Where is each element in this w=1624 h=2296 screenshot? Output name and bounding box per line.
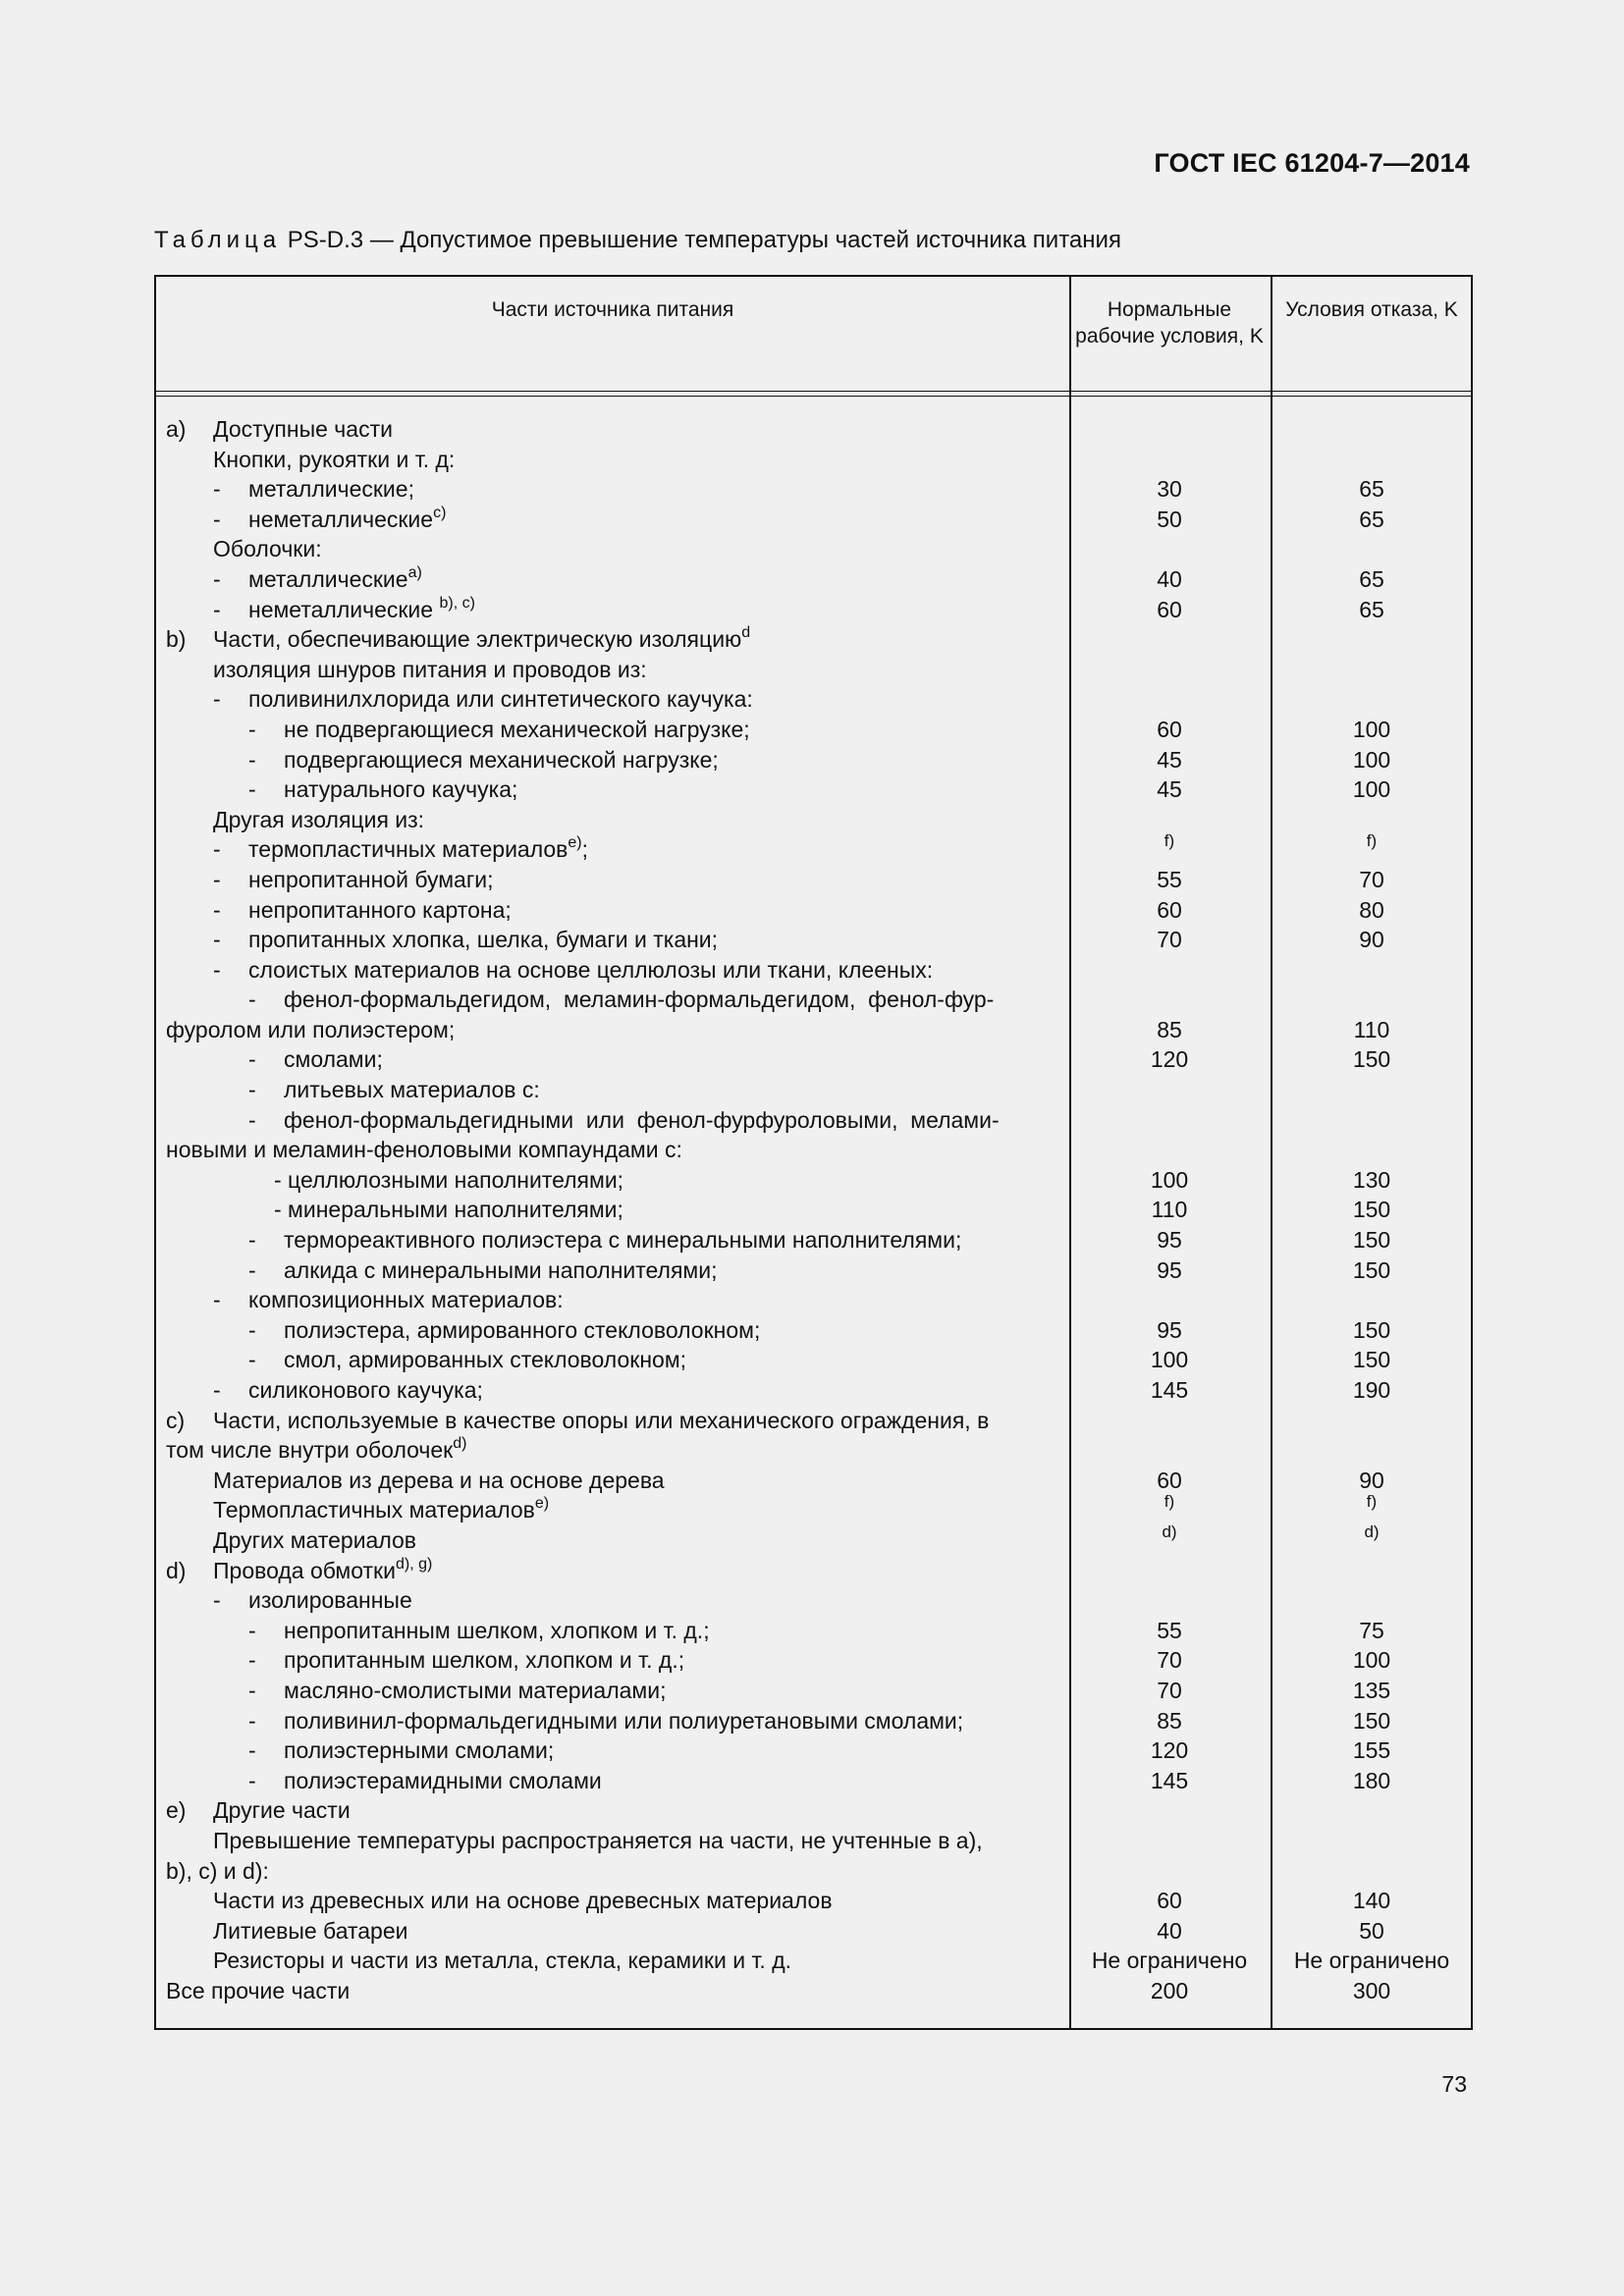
fault-value: f)	[1366, 831, 1378, 851]
table-row	[156, 1706, 1471, 1736]
row-marker: -	[248, 716, 256, 742]
row-marker: -	[213, 565, 221, 592]
table-row	[156, 595, 1471, 625]
table-row	[156, 745, 1471, 775]
row-part-label	[274, 1165, 623, 1196]
fault-value: 100	[1352, 746, 1391, 773]
table-row	[156, 1285, 1471, 1315]
row-label: том числе внутри оболочек	[166, 1437, 454, 1464]
table-row	[156, 1075, 1471, 1105]
row-label: металлические	[248, 565, 408, 592]
row-part-label	[213, 505, 446, 539]
row-part-label	[248, 1345, 686, 1375]
row-marker: -	[248, 1707, 256, 1734]
normal-value: 145	[1150, 1377, 1189, 1403]
footnote-ref: b), c)	[439, 594, 475, 612]
table-row	[156, 955, 1471, 986]
row-label: Превышение температуры распространяется на части, не учтенные в a),	[213, 1827, 983, 1853]
row-part-label	[213, 925, 718, 955]
fault-value: 90	[1359, 1467, 1384, 1493]
table-row	[156, 925, 1471, 955]
header-double-rule	[156, 391, 1471, 397]
table-row	[156, 985, 1471, 1015]
row-part-label	[248, 1044, 383, 1075]
fault-value: 65	[1359, 565, 1384, 592]
row-marker: -	[213, 927, 221, 953]
normal-value: 120	[1150, 1046, 1189, 1073]
footnote-ref: e)	[568, 834, 582, 852]
table-row	[156, 1315, 1471, 1346]
row-label: металлические;	[248, 476, 414, 503]
row-part-label	[213, 1375, 483, 1406]
row-part-label	[213, 1466, 665, 1496]
row-label: полиэстерамидными смолами	[284, 1767, 602, 1793]
row-label: слоистых материалов на основе целлюлозы или ткани, клееных:	[248, 956, 934, 983]
normal-value: d)	[1162, 1522, 1177, 1541]
fault-value: 65	[1359, 596, 1384, 622]
row-label: пропитанным шелком, хлопком и т. д.;	[284, 1647, 685, 1674]
normal-value: 60	[1157, 896, 1182, 923]
footnote-ref: d	[741, 624, 751, 642]
row-part-label	[213, 595, 475, 629]
fault-value: 180	[1352, 1767, 1391, 1793]
fault-value: 140	[1352, 1888, 1391, 1914]
normal-value: Не ограничено	[1091, 1948, 1248, 1974]
fault-value: 80	[1359, 896, 1384, 923]
table-row	[156, 534, 1471, 564]
row-marker: -	[213, 476, 221, 503]
row-label: изолированные	[248, 1587, 412, 1614]
row-marker: -	[213, 836, 221, 863]
row-label: фуролом или полиэстером;	[166, 1016, 456, 1042]
row-part-label	[213, 1916, 407, 1947]
table-row	[156, 1435, 1471, 1466]
row-marker: -	[248, 1106, 256, 1133]
table-row	[156, 1406, 1471, 1436]
table-row	[156, 1044, 1471, 1075]
normal-value: 45	[1157, 776, 1182, 803]
row-part-label	[213, 1886, 833, 1916]
row-part-label	[248, 1766, 602, 1796]
normal-value: 45	[1157, 746, 1182, 773]
table-row	[156, 1856, 1471, 1887]
table-row	[156, 715, 1471, 745]
row-part-label	[166, 414, 393, 445]
table-row	[156, 831, 1471, 865]
fault-value: 100	[1352, 776, 1391, 803]
row-label: Доступные части	[213, 416, 393, 442]
row-label: - целлюлозными наполнителями;	[274, 1166, 624, 1193]
normal-value: 100	[1150, 1347, 1189, 1373]
row-marker: -	[248, 1316, 256, 1343]
row-part-label	[213, 1495, 549, 1529]
normal-value: f)	[1164, 831, 1175, 851]
row-label: натурального каучука;	[284, 776, 518, 803]
row-marker: -	[248, 1347, 256, 1373]
row-label: непропитанной бумаги;	[248, 866, 494, 892]
fault-value: 150	[1352, 1256, 1391, 1283]
row-marker: e)	[166, 1797, 187, 1824]
row-part-label	[213, 865, 493, 895]
row-part-label	[213, 474, 414, 505]
row-label: пропитанных хлопка, шелка, бумаги и ткани;	[248, 927, 719, 953]
page-number: 73	[1441, 2071, 1467, 2097]
row-part-label	[166, 1976, 350, 2006]
fault-value: 75	[1359, 1617, 1384, 1643]
normal-value: 55	[1157, 866, 1182, 892]
row-part-label	[248, 1676, 666, 1706]
table-row	[156, 1946, 1471, 1976]
row-marker: -	[213, 866, 221, 892]
normal-value: 60	[1157, 1888, 1182, 1914]
fault-value: 110	[1353, 1016, 1390, 1042]
table-row	[156, 1676, 1471, 1706]
row-marker: -	[213, 1587, 221, 1614]
fault-value: 150	[1352, 1197, 1391, 1223]
row-label: фенол-формальдегидными или фенол-фурфуроловыми, мелами-	[284, 1106, 1000, 1133]
row-label: Кнопки, рукоятки и т. д:	[213, 446, 456, 472]
row-part-label	[248, 1735, 554, 1766]
table-row	[156, 1886, 1471, 1916]
table-row	[156, 1135, 1471, 1165]
table-row	[156, 1826, 1471, 1856]
fault-value: 155	[1352, 1737, 1391, 1764]
row-marker: -	[248, 1046, 256, 1073]
row-part-label	[166, 1435, 466, 1469]
row-label: Другие части	[213, 1797, 351, 1824]
row-part-label	[213, 445, 455, 475]
fault-value: 65	[1359, 506, 1384, 532]
normal-value: 30	[1157, 476, 1182, 503]
fault-value: 100	[1352, 716, 1391, 742]
normal-value: 95	[1157, 1316, 1182, 1343]
table-row	[156, 1616, 1471, 1646]
normal-value: 50	[1157, 506, 1182, 532]
caption-label: Таблица	[154, 227, 282, 253]
table-row	[156, 1795, 1471, 1826]
caption-title: Допустимое превышение температуры частей источника питания	[400, 227, 1121, 253]
fault-value: 150	[1352, 1227, 1391, 1254]
row-part-label	[213, 534, 322, 564]
normal-value: 85	[1157, 1016, 1182, 1042]
row-part-label	[166, 1556, 432, 1590]
fault-value: 150	[1352, 1707, 1391, 1734]
row-marker: -	[213, 1377, 221, 1403]
row-part-label	[213, 1285, 564, 1315]
row-marker: -	[213, 1287, 221, 1313]
row-part-label	[213, 805, 424, 835]
row-part-label	[213, 834, 588, 869]
table-row	[156, 1916, 1471, 1947]
normal-value: 145	[1150, 1767, 1189, 1793]
caption-dash: —	[369, 227, 394, 253]
row-part-label	[248, 745, 719, 775]
row-part-label	[166, 1795, 351, 1826]
table-row	[156, 505, 1471, 535]
footnote-ref: a)	[407, 563, 422, 581]
row-marker: -	[248, 1677, 256, 1703]
row-label: Части, используемые в качестве опоры или механического ограждения, в	[213, 1407, 990, 1433]
row-marker: -	[213, 596, 221, 622]
fault-value: d)	[1364, 1522, 1380, 1541]
row-part-label	[248, 1706, 963, 1736]
row-label: силиконового каучука;	[248, 1377, 483, 1403]
fault-value: 70	[1359, 866, 1384, 892]
row-label: термореактивного полиэстера с минеральными наполнителями;	[284, 1227, 962, 1254]
fault-value: 135	[1352, 1677, 1391, 1703]
footnote-ref: c)	[433, 504, 447, 521]
row-label: Другая изоляция из:	[213, 806, 425, 832]
row-part-label	[248, 1105, 1000, 1136]
fault-value: 150	[1352, 1316, 1391, 1343]
row-label-suffix: ;	[581, 836, 589, 863]
row-part-label	[248, 1255, 717, 1286]
table-row	[156, 1105, 1471, 1136]
row-marker: -	[248, 1767, 256, 1793]
footnote-ref: e)	[534, 1495, 550, 1513]
row-label: Термопластичных материалов	[213, 1497, 535, 1523]
table-body	[156, 414, 1471, 2005]
fault-value: 50	[1359, 1917, 1384, 1944]
row-marker: b)	[166, 626, 187, 653]
table-row	[156, 624, 1471, 655]
row-label: полиэстерными смолами;	[284, 1737, 555, 1764]
row-label: смол, армированных стекловолокном;	[284, 1347, 687, 1373]
row-part-label	[166, 1406, 989, 1436]
row-marker: -	[248, 987, 256, 1013]
row-marker: c)	[166, 1407, 186, 1433]
table-row	[156, 895, 1471, 926]
row-marker: -	[248, 1647, 256, 1674]
table-row	[156, 1976, 1471, 2006]
table-row	[156, 1195, 1471, 1225]
row-part-label	[213, 895, 512, 926]
normal-value: 200	[1150, 1977, 1189, 2003]
row-marker: -	[248, 1077, 256, 1103]
normal-value: 55	[1157, 1617, 1182, 1643]
row-label: алкида с минеральными наполнителями;	[284, 1256, 718, 1283]
row-label: масляно-смолистыми материалами;	[284, 1677, 667, 1703]
row-part-label	[213, 1826, 983, 1856]
row-part-label	[248, 1225, 961, 1255]
row-marker: -	[248, 1617, 256, 1643]
row-marker: -	[213, 686, 221, 713]
row-marker: -	[213, 896, 221, 923]
row-label: Провода обмотки	[213, 1557, 396, 1583]
row-label: поливинилхлорида или синтетического каучука:	[248, 686, 753, 713]
table-row	[156, 1735, 1471, 1766]
row-label: неметаллические	[248, 596, 440, 622]
table-row	[156, 1522, 1471, 1556]
table-row	[156, 1375, 1471, 1406]
header-parts: Части источника питания	[491, 298, 734, 321]
temperature-table	[154, 275, 1473, 2030]
normal-value: 60	[1157, 596, 1182, 622]
table-row	[156, 655, 1471, 685]
table-header	[156, 277, 1471, 391]
header-fault-conditions: Условия отказа, K	[1285, 298, 1458, 321]
table-row	[156, 1645, 1471, 1676]
table-row	[156, 1225, 1471, 1255]
row-label: непропитанным шелком, хлопком и т. д.;	[284, 1617, 710, 1643]
row-label: Части из древесных или на основе древесных материалов	[213, 1888, 833, 1914]
normal-value: 100	[1150, 1166, 1189, 1193]
normal-value: 95	[1157, 1256, 1182, 1283]
row-label: смолами;	[284, 1046, 383, 1073]
normal-value: 95	[1157, 1227, 1182, 1254]
row-marker: -	[248, 1256, 256, 1283]
row-label: фенол-формальдегидом, меламин-формальдегидом, фенол-фур-	[284, 987, 995, 1013]
normal-value: f)	[1164, 1492, 1175, 1512]
table-row	[156, 1015, 1471, 1045]
table-caption	[154, 227, 1121, 254]
row-label: литьевых материалов с:	[284, 1077, 540, 1103]
row-label: подвергающиеся механической нагрузке;	[284, 746, 719, 773]
normal-value: 110	[1151, 1197, 1188, 1223]
row-part-label	[274, 1195, 623, 1225]
row-part-label	[248, 1616, 710, 1646]
row-part-label	[166, 1015, 455, 1045]
row-part-label	[248, 985, 994, 1015]
row-label: полиэстера, армированного стекловолокном;	[284, 1316, 761, 1343]
row-label: Других материалов	[213, 1526, 417, 1553]
row-part-label	[166, 1856, 269, 1887]
row-label: новыми и меламин-феноловыми компаундами с:	[166, 1137, 682, 1163]
normal-value: 120	[1150, 1737, 1189, 1764]
row-part-label	[213, 684, 753, 715]
table-row	[156, 1165, 1471, 1196]
fault-value: 130	[1352, 1166, 1391, 1193]
row-marker: -	[248, 746, 256, 773]
row-label: не подвергающиеся механической нагрузке;	[284, 716, 750, 742]
row-part-label	[248, 1075, 540, 1105]
row-label: композиционных материалов:	[248, 1287, 564, 1313]
row-part-label	[213, 655, 647, 685]
normal-value: 70	[1157, 1647, 1182, 1674]
row-marker: -	[248, 1227, 256, 1254]
normal-value: 60	[1157, 716, 1182, 742]
row-part-label	[248, 715, 750, 745]
row-label: Резисторы и части из металла, стекла, керамики и т. д.	[213, 1948, 792, 1974]
fault-value: 190	[1352, 1377, 1391, 1403]
row-label: b), c) и d):	[166, 1857, 269, 1884]
row-part-label	[248, 774, 517, 805]
normal-value: 40	[1157, 1917, 1182, 1944]
row-marker: -	[213, 506, 221, 532]
normal-value: 60	[1157, 1467, 1182, 1493]
table-row	[156, 1255, 1471, 1286]
normal-value: 70	[1157, 927, 1182, 953]
normal-value: 70	[1157, 1677, 1182, 1703]
table-row	[156, 414, 1471, 445]
normal-value: 85	[1157, 1707, 1182, 1734]
document-id: ГОСТ IEC 61204-7—2014	[1154, 148, 1470, 178]
row-part-label	[248, 1315, 760, 1346]
row-part-label	[213, 955, 933, 986]
fault-value: Не ограничено	[1293, 1948, 1450, 1974]
table-row	[156, 1585, 1471, 1616]
row-marker: -	[248, 776, 256, 803]
row-label: - минеральными наполнителями;	[274, 1197, 623, 1223]
row-marker: d)	[166, 1557, 187, 1583]
table-row	[156, 1766, 1471, 1796]
fault-value: 65	[1359, 476, 1384, 503]
row-label: Все прочие части	[166, 1977, 351, 2003]
row-label: Части, обеспечивающие электрическую изоляцию	[213, 626, 742, 653]
fault-value: 300	[1352, 1977, 1391, 2003]
row-label: неметаллические	[248, 506, 434, 532]
table-row	[156, 1556, 1471, 1586]
row-marker: -	[248, 1737, 256, 1764]
footnote-ref: d)	[453, 1435, 467, 1453]
fault-value: f)	[1366, 1492, 1378, 1512]
fault-value: 150	[1352, 1347, 1391, 1373]
row-label: изоляция шнуров питания и проводов из:	[213, 656, 647, 682]
row-part-label	[166, 624, 750, 659]
fault-value: 150	[1352, 1046, 1391, 1073]
caption-number: PS-D.3	[287, 227, 364, 253]
row-part-label	[166, 1135, 682, 1165]
row-label: непропитанного картона;	[248, 896, 512, 923]
row-label: Литиевые батареи	[213, 1917, 408, 1944]
table-row	[156, 774, 1471, 805]
header-normal-conditions: Нормальные рабочие условия, K	[1075, 298, 1264, 347]
row-marker: -	[213, 956, 221, 983]
footnote-ref: d), g)	[395, 1555, 433, 1573]
row-label: Оболочки:	[213, 536, 322, 562]
table-row	[156, 564, 1471, 595]
row-part-label	[213, 564, 422, 599]
fault-value: 100	[1352, 1647, 1391, 1674]
row-part-label	[248, 1645, 684, 1676]
row-label: термопластичных материалов	[248, 836, 568, 863]
normal-value: 40	[1157, 565, 1182, 592]
row-marker: a)	[166, 416, 187, 442]
row-part-label	[213, 1946, 791, 1976]
table-row	[156, 474, 1471, 505]
table-row	[156, 865, 1471, 895]
table-row	[156, 445, 1471, 475]
row-label: поливинил-формальдегидными или полиуретановыми смолами;	[284, 1707, 964, 1734]
table-row	[156, 1345, 1471, 1375]
row-part-label	[213, 1585, 412, 1616]
row-label: Материалов из дерева и на основе дерева	[213, 1467, 665, 1493]
table-row	[156, 684, 1471, 715]
fault-value: 90	[1359, 927, 1384, 953]
row-part-label	[213, 1525, 416, 1556]
